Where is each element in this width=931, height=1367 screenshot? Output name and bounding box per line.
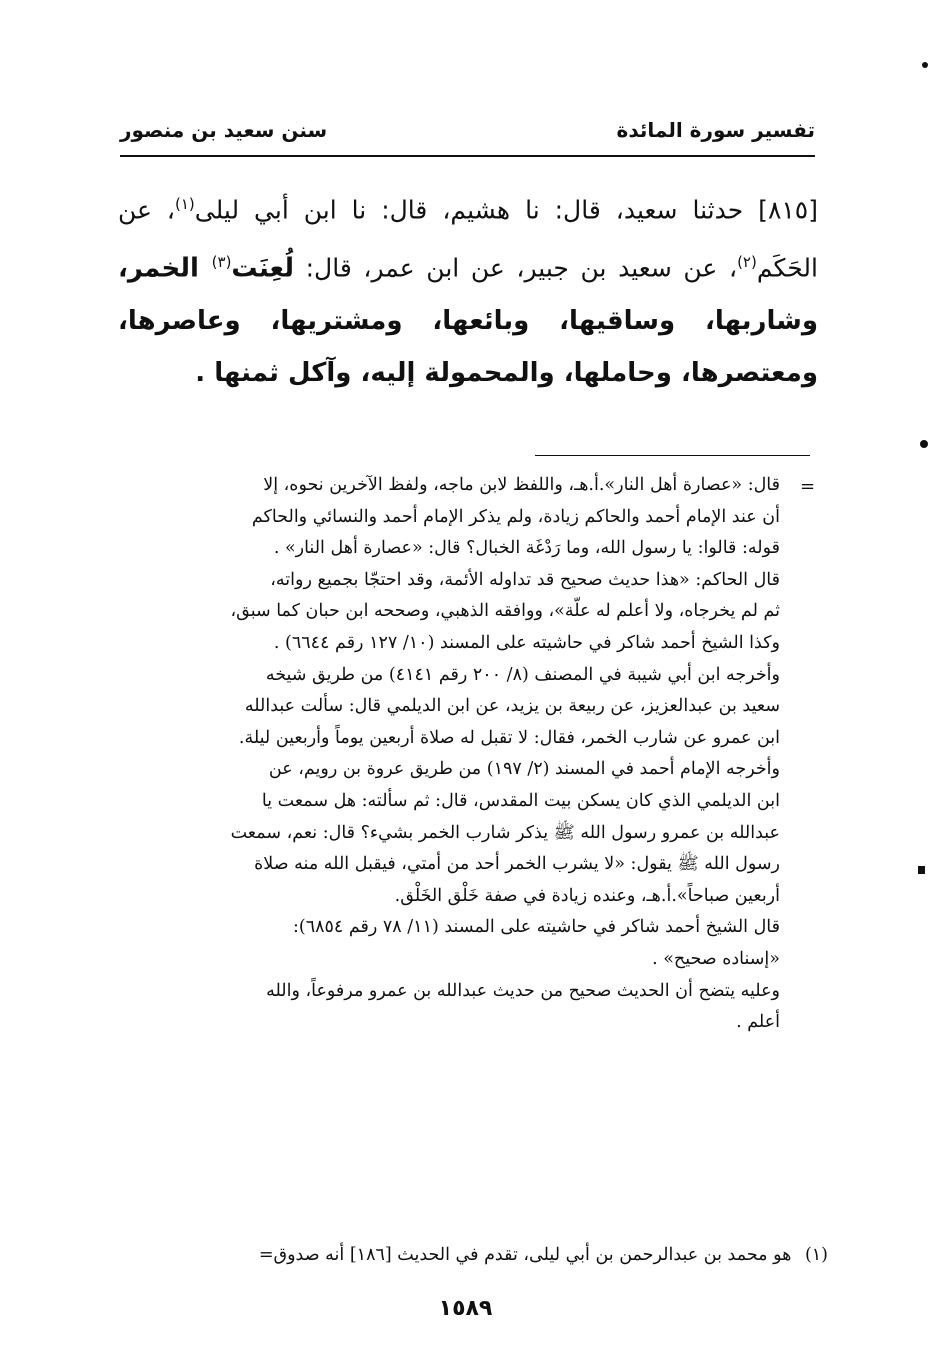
note-line: قوله: قالوا: يا رسول الله، وما رَدْغَة الخبال؟ قال: «عصارة أهل النار» . [273, 538, 780, 559]
note-line: سعيد بن عبدالعزيز، عن ربيعة بن يزيد، عن ابن الديلمي قال: سألت عبدالله [244, 696, 780, 717]
note-line: ثم لم يخرجاه، ولا أعلم له علّة»، ووافقه الذهبي، وصححه ابن حبان كما سبق، [230, 601, 780, 622]
matn-part-1: لُعِنَت [231, 253, 294, 284]
note-line: عبدالله بن عمرو رسول الله ﷺ يذكر شارب الخمر بشيء؟ قال: نعم، سمعت [230, 822, 780, 843]
note-line: أربعين صباحاً».أ.هـ، وعنده زيادة في صفة خَلْق الخَلْق. [394, 885, 780, 906]
scan-mark [918, 866, 925, 874]
note-line: أعلم . [736, 1012, 780, 1033]
note-line: ابن عمرو عن شارب الخمر، فقال: لا تقبل له صلاة أربعين يوماً وأربعين ليلة. [238, 727, 780, 748]
scan-mark [920, 440, 928, 448]
isnad-part-2: ، عن الحَكَم [118, 195, 818, 283]
page-header [120, 108, 815, 158]
page-number: ١٥٨٩ [438, 1296, 493, 1321]
note-line: رسول الله ﷺ يقول: «لا يشرب الخمر أحد من أمتي، فيقبل الله منه صلاة [254, 854, 780, 875]
footnote-ref-3: (٣) [211, 253, 232, 272]
hadith-text [118, 178, 818, 399]
hadith-number: [٨١٥] [758, 195, 818, 225]
note-line: وأخرجه الإمام أحمد في المسند (٢/ ١٩٧) من طريق عروة بن رويم، عن [268, 759, 780, 780]
matn-part-2: الخمر، وشاربها، وساقيها، وبائعها، ومشتريها، وعاصرها، ومعتصرها، وحاملها، والمحمولة إليه، وآكل ثمنها . [118, 253, 818, 388]
surah-title: تفسير سورة المائدة [616, 118, 815, 142]
footnote-divider [535, 455, 810, 456]
notes-block [118, 470, 828, 1039]
footnote-ref-2: (٢) [737, 253, 757, 272]
scan-mark [922, 62, 928, 68]
note-line: قال الشيخ أحمد شاكر في حاشيته على المسند (١١/ ٧٨ رقم ٦٨٥٤): [292, 917, 780, 938]
footnote-text: هو محمد بن عبدالرحمن بن أبي ليلى، تقدم في الحديث [١٨٦] أنه صدوق= [258, 1245, 792, 1265]
note-line: «إسناده صحيح» . [652, 948, 780, 969]
isnad-part-1: حدثنا سعيد، قال: نا هشيم، قال: نا ابن أبي ليلى [194, 195, 744, 225]
note-line: قال: «عصارة أهل النار».أ.هـ، واللفظ لابن ماجه، ولفظ الآخرين نحوه، إلا [263, 475, 780, 495]
note-line: وعليه يتضح أن الحديث صحيح من حديث عبدالله بن عمرو مرفوعاً، والله [266, 980, 780, 1001]
footnote-ref-1: (١) [175, 195, 195, 213]
footnote-number: (١) [804, 1245, 828, 1265]
note-line: ابن الديلمي الذي كان يسكن بيت المقدس، قال: ثم سألته: هل سمعت يا [261, 790, 780, 811]
note-line: أن عند الإمام أحمد والحاكم زيادة، ولم يذكر الإمام أحمد والنسائي والحاكم [251, 506, 780, 527]
note-line: قال الحاكم: «هذا حديث صحيح قد تداوله الأئمة، وقد احتجّا بجميع رواته، [270, 569, 780, 590]
isnad-part-3: ، عن سعيد بن جبير، عن ابن عمر، قال: [294, 253, 738, 283]
note-line: وأخرجه ابن أبي شيبة في المصنف (٨/ ٢٠٠ رقم ٤١٤١) من طريق شيخه [265, 664, 780, 685]
book-title: سنن سعيد بن منصور [120, 118, 328, 142]
header-divider [120, 155, 815, 157]
footnote-1 [118, 1240, 828, 1270]
continuation-mark: = [800, 476, 816, 497]
note-line: وكذا الشيخ أحمد شاكر في حاشيته على المسند (١٠/ ١٢٧ رقم ٦٦٤٤) . [273, 632, 780, 653]
